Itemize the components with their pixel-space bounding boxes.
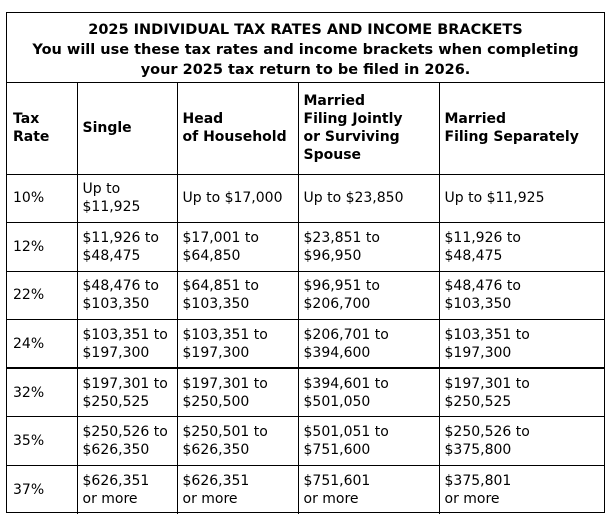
cell-head-of-household: $17,001 to $64,850 — [177, 223, 298, 272]
cell-married-filing-jointly: $394,601 to $501,050 — [298, 368, 439, 417]
cell-married-filing-jointly: $23,851 to $96,950 — [298, 223, 439, 272]
tax-bracket-document — [6, 12, 605, 513]
table-row — [7, 223, 605, 272]
cell-married-filing-jointly: $501,051 to $751,600 — [298, 417, 439, 466]
cell-single: $48,476 to $103,350 — [77, 271, 177, 320]
cell-married-filing-separately: $250,526 to $375,800 — [439, 417, 605, 466]
table-row — [7, 320, 605, 369]
cell-tax-rate: 24% — [7, 320, 77, 369]
cell-tax-rate: 32% — [7, 368, 77, 417]
cell-head-of-household: $197,301 to $250,500 — [177, 368, 298, 417]
table-row — [7, 417, 605, 466]
cell-head-of-household: $626,351 or more — [177, 465, 298, 514]
cell-married-filing-separately: $48,476 to $103,350 — [439, 271, 605, 320]
header-single: Single — [77, 83, 177, 174]
cell-single: $197,301 to $250,525 — [77, 368, 177, 417]
cell-single: $626,351 or more — [77, 465, 177, 514]
cell-married-filing-separately: $197,301 to $250,525 — [439, 368, 605, 417]
header-row — [7, 83, 605, 174]
cell-married-filing-jointly: Up to $23,850 — [298, 174, 439, 223]
cell-head-of-household: Up to $17,000 — [177, 174, 298, 223]
cell-head-of-household: $64,851 to $103,350 — [177, 271, 298, 320]
table-row — [7, 368, 605, 417]
cell-single: $250,526 to $626,350 — [77, 417, 177, 466]
cell-married-filing-separately: Up to $11,925 — [439, 174, 605, 223]
header-married-filing-separately: Married Filing Separately — [439, 83, 605, 174]
header-married-filing-jointly: Married Filing Jointly or Surviving Spouse — [298, 83, 439, 174]
cell-tax-rate: 37% — [7, 465, 77, 514]
cell-married-filing-jointly: $96,951 to $206,700 — [298, 271, 439, 320]
tax-brackets-table — [7, 83, 605, 514]
cell-married-filing-separately: $11,926 to $48,475 — [439, 223, 605, 272]
header-head-of-household: Head of Household — [177, 83, 298, 174]
cell-married-filing-jointly: $751,601 or more — [298, 465, 439, 514]
table-row — [7, 465, 605, 514]
cell-married-filing-separately: $103,351 to $197,300 — [439, 320, 605, 369]
cell-tax-rate: 35% — [7, 417, 77, 466]
cell-single: $103,351 to $197,300 — [77, 320, 177, 369]
table-row — [7, 174, 605, 223]
cell-tax-rate: 12% — [7, 223, 77, 272]
cell-married-filing-jointly: $206,701 to $394,600 — [298, 320, 439, 369]
title-line-2: You will use these tax rates and income brackets when completing — [32, 42, 579, 58]
cell-married-filing-separately: $375,801 or more — [439, 465, 605, 514]
table-row — [7, 271, 605, 320]
title-line-3: your 2025 tax return to be filed in 2026. — [140, 62, 471, 78]
cell-head-of-household: $103,351 to $197,300 — [177, 320, 298, 369]
cell-tax-rate: 22% — [7, 271, 77, 320]
document-title — [7, 13, 604, 83]
cell-head-of-household: $250,501 to $626,350 — [177, 417, 298, 466]
cell-tax-rate: 10% — [7, 174, 77, 223]
header-tax-rate: Tax Rate — [7, 83, 77, 174]
cell-single: $11,926 to $48,475 — [77, 223, 177, 272]
cell-single: Up to $11,925 — [77, 174, 177, 223]
title-line-1: 2025 INDIVIDUAL TAX RATES AND INCOME BRACKETS — [88, 22, 523, 38]
